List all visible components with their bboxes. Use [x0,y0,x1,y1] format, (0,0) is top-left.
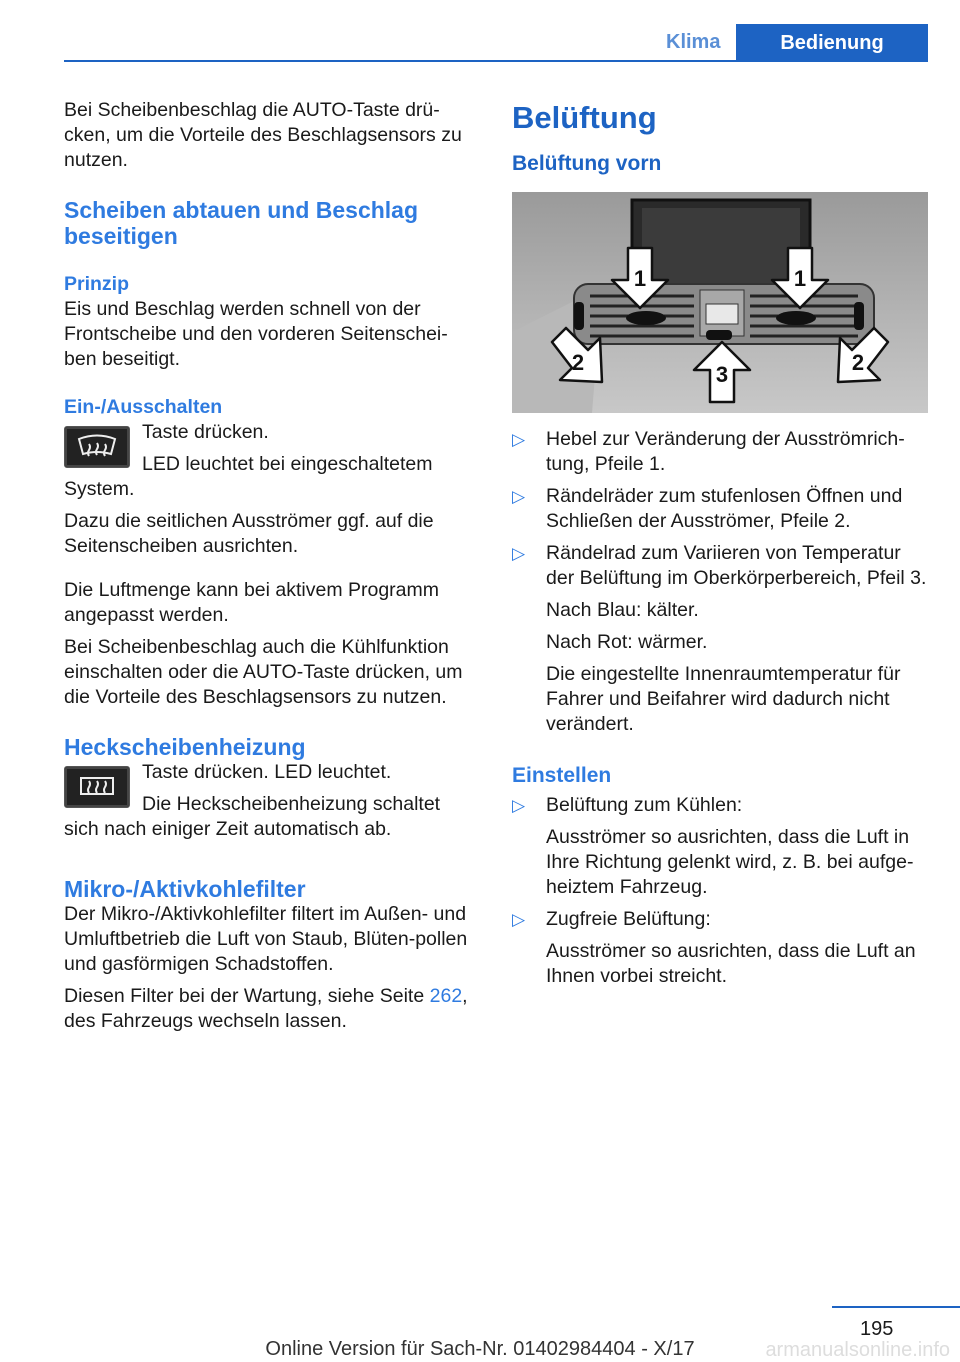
bullet-triangle-icon: ▷ [512,796,526,815]
heading-einaus: Ein-/Ausschalten [64,396,223,418]
page-link-262[interactable]: 262 [429,985,463,1007]
footer-text: Online Version für Sach-Nr. 01402984404 - X/17 [265,1338,695,1360]
heading-filter: Mikro-/Aktivkohlefilter [64,876,306,902]
tab-bedienung[interactable]: Bedienung [736,24,928,62]
bullet-triangle-icon: ▷ [512,430,526,449]
led-text-1: LED leuchtet bei eingeschaltetem System. [64,453,433,500]
rot-text: Nach Rot: wärmer. [546,631,708,653]
watermark: armanualsonline.info [765,1339,950,1361]
defrost-button-icon [64,426,130,468]
intro-text: Bei Scheibenbeschlag die AUTO-Taste drü-cken, um die Vorteile des Beschlagsensors zu nutzen. [64,99,462,171]
vent-figure [512,192,928,413]
list-item: ▷ Belüftung zum Kühlen: Ausströmer so ausrichten, dass die Luft in Ihre Richtung gelenkt wird, z. B. bei aufge-heiztem Fahrzeug. [512,794,914,898]
figure-label-2a: 2 [571,350,585,375]
taste-druecken-1: Taste drücken. [142,421,269,443]
figure-label-2b: 2 [851,350,865,375]
list-item: ▷ Rändelrad zum Variieren von Temperatur der Belüftung im Oberkörperbereich, Pfeil 3. Nach Blau: kälter. Nach Rot: wärmer. Die eingestellte Innenraumtemperatur für Fahrer und Beifahrer wird dadurch nicht verändert. [512,542,927,735]
heading-belueftung: Belüftung [512,100,657,135]
heck-text: Die Heckscheibenheizung schaltet sich nach einiger Zeit automatisch ab. [64,793,441,840]
page-number: 195 [860,1318,894,1340]
bullet-triangle-icon: ▷ [512,544,526,563]
innenraum-text: Die eingestellte Innenraumtemperatur für Fahrer und Beifahrer wird dadurch nicht verändert. [546,663,901,735]
rear-defrost-button-icon [64,766,130,808]
taste-druecken-2: Taste drücken. LED leuchtet. [142,761,392,783]
footer-rule [832,1306,960,1308]
bullet-triangle-icon: ▷ [512,910,526,929]
heading-belueftung-vorn: Belüftung vorn [512,152,662,175]
filter-text: Der Mikro-/Aktivkohlefilter filtert im Außen- und Umluftbetrieb die Luft von Staub, Blüten-pollen und gasförmigen Schadstoffen. [64,903,468,975]
heading-heck: Heckscheibenheizung [64,734,306,760]
left-column [64,98,480,1034]
filter-text-2: Diesen Filter bei der Wartung, siehe Seite 262, des Fahrzeugs wechseln lassen. [64,985,468,1032]
list-item: ▷ Zugfreie Belüftung: Ausströmer so ausrichten, dass die Luft an Ihnen vorbei streicht. [512,908,916,987]
luftmenge-text: Die Luftmenge kann bei aktivem Programm angepasst werden. [64,579,440,626]
bullet-triangle-icon: ▷ [512,487,526,506]
heading-prinzip: Prinzip [64,273,130,295]
seitlich-text: Dazu die seitlichen Ausströmer ggf. auf die Seitenscheiben ausrichten. [64,510,434,557]
blau-text: Nach Blau: kälter. [546,599,699,621]
heading-einstellen: Einstellen [512,764,612,787]
figure-label-1a: 1 [633,266,647,291]
tab-klima[interactable]: Klima [666,31,721,53]
list-item: ▷ Rändelräder zum stufenlosen Öffnen und Schließen der Ausströmer, Pfeile 2. [512,485,903,532]
right-column [512,98,928,989]
prinzip-text: Eis und Beschlag werden schnell von der Frontscheibe und den vorderen Seitenschei-ben beseitigt. [64,298,448,370]
figure-label-1b: 1 [793,266,807,291]
list-item: ▷ Hebel zur Veränderung der Ausströmrich-tung, Pfeile 1. [512,428,905,475]
heading-abtauen: Scheiben abtauen und Beschlag beseitigen [64,197,419,249]
kuehl-text: Bei Scheibenbeschlag auch die Kühlfunktion einschalten oder die AUTO-Taste drücken, um die Vorteile des Beschlagsensors zu nutzen. [64,636,463,708]
figure-label-3: 3 [715,362,729,387]
